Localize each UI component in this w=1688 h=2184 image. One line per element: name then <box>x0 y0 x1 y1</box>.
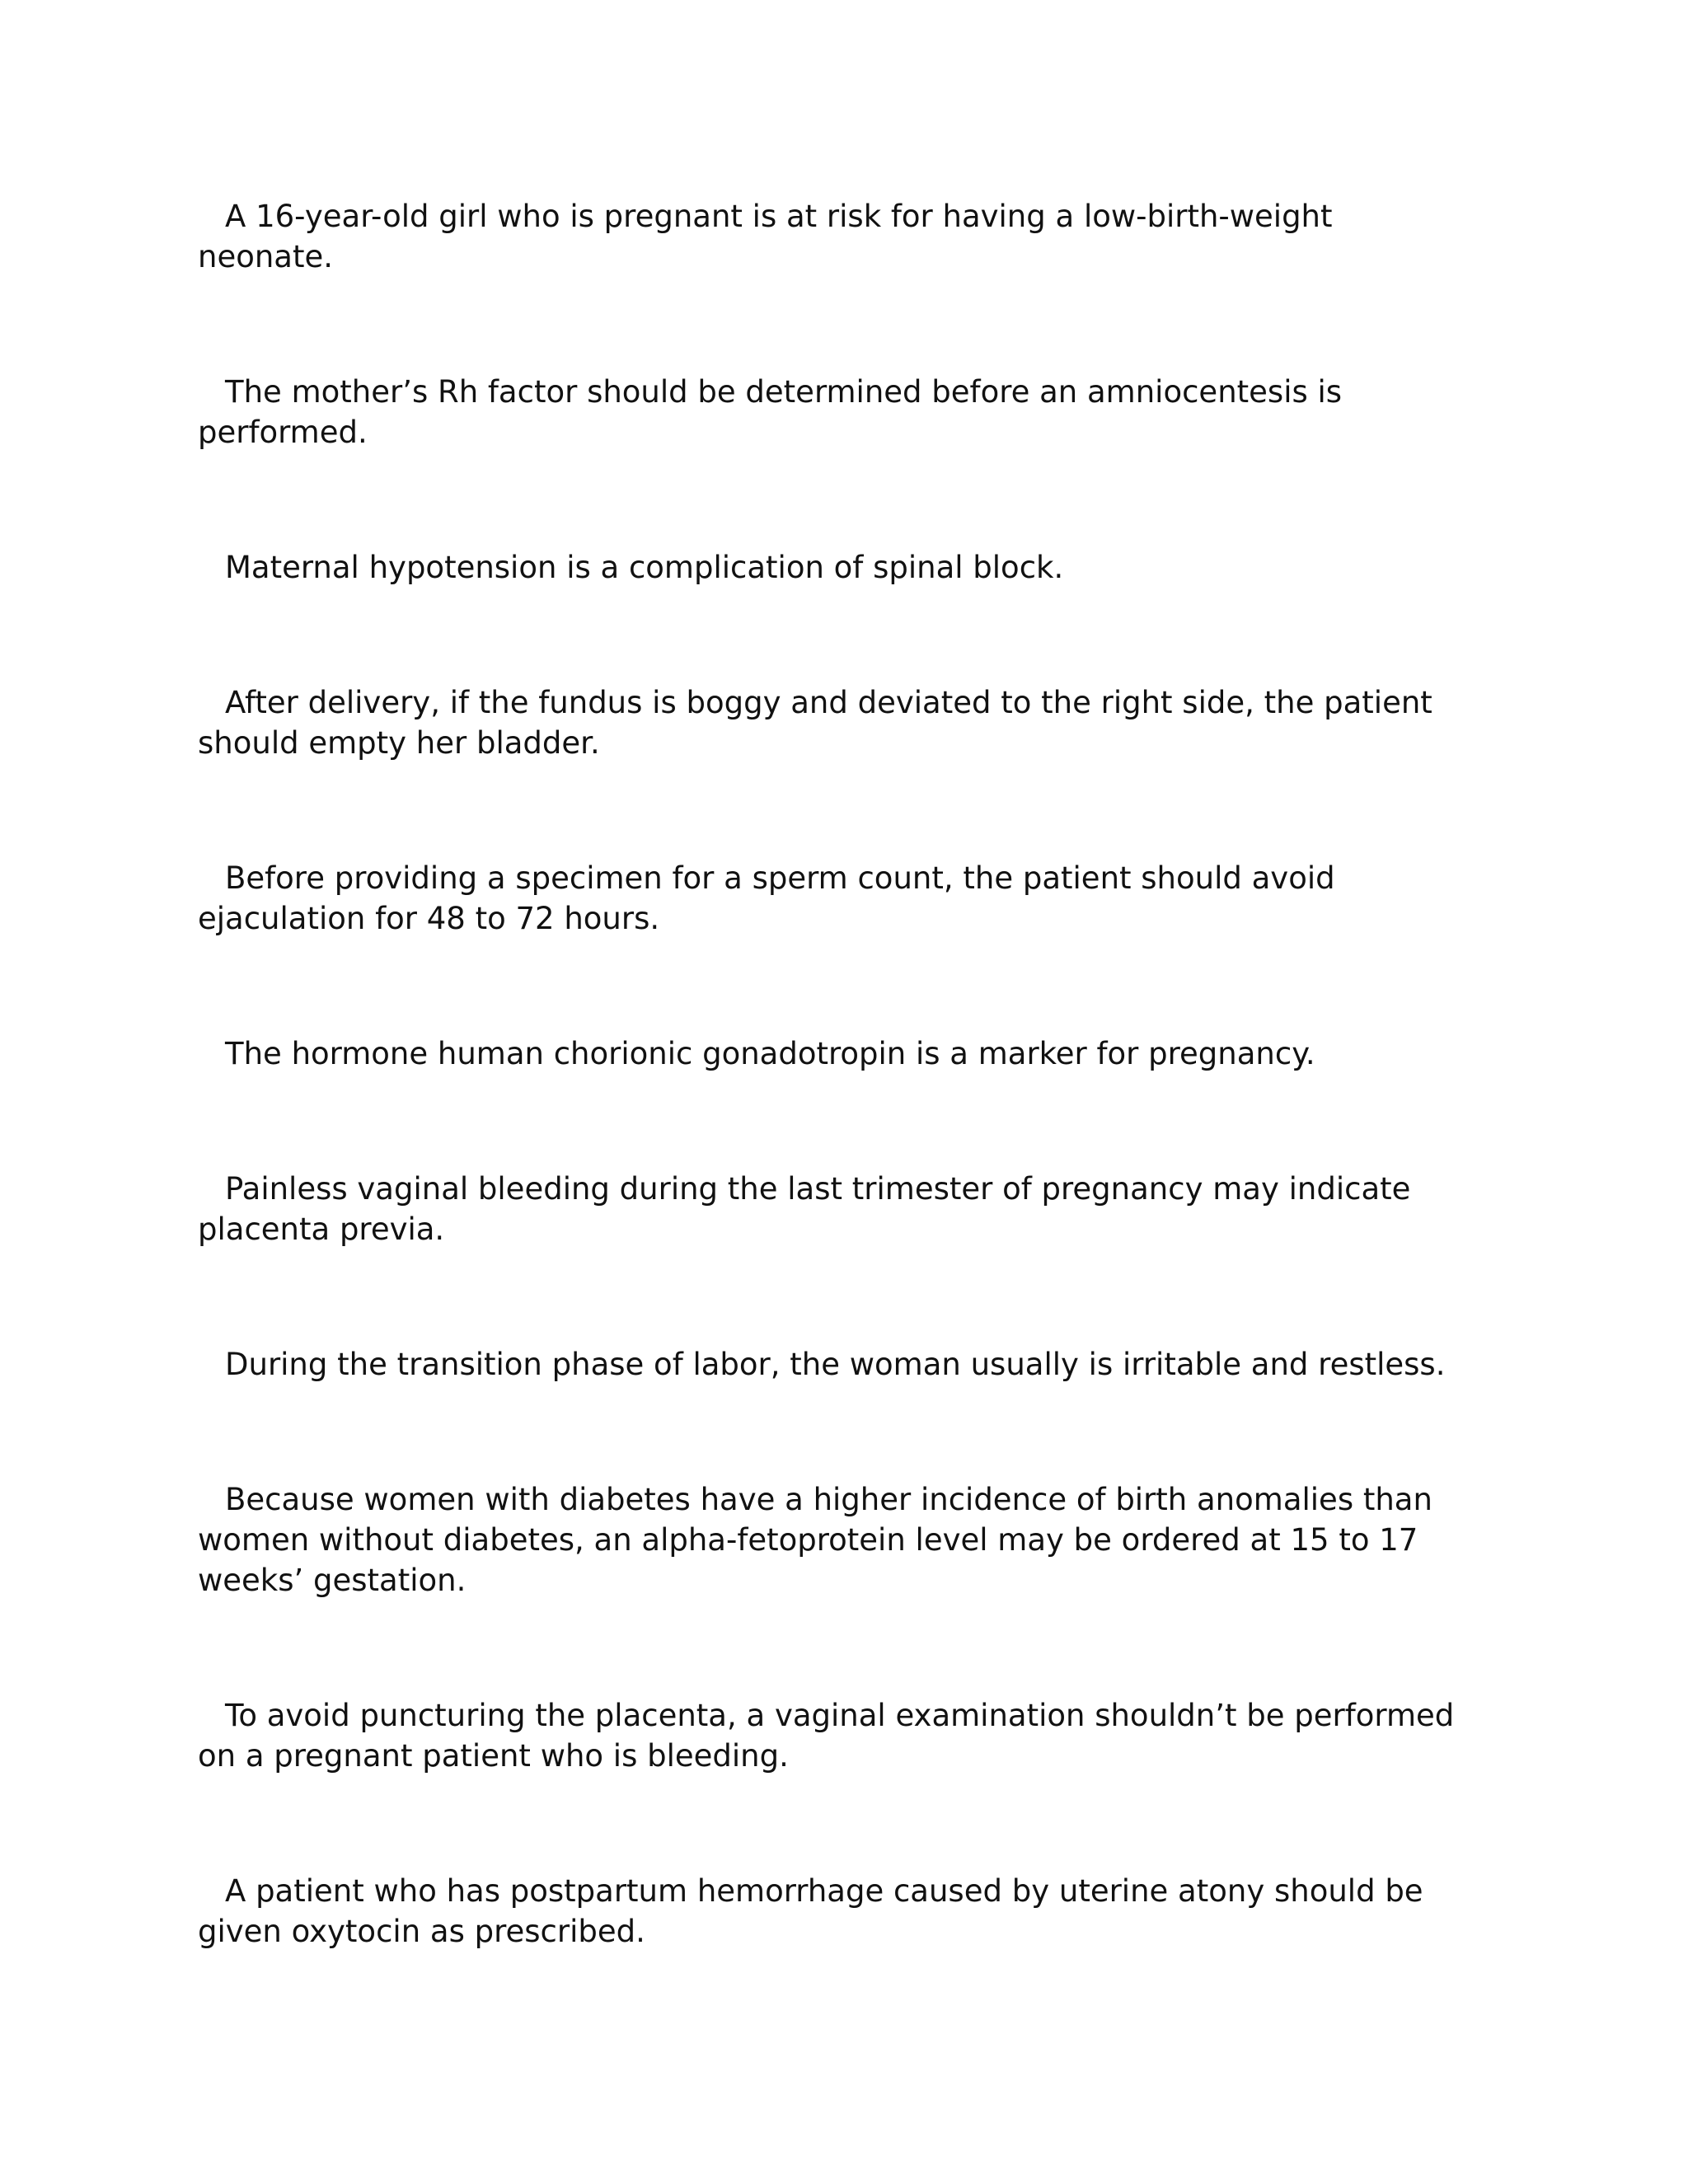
paragraph-2: The mother’s Rh factor should be determined before an amniocentesis is performed. <box>198 374 1343 450</box>
paragraph-11: A patient who has postpartum hemorrhage caused by uterine atony should be given oxytocin as prescribed. <box>198 1873 1423 1949</box>
paragraph-10: To avoid puncturing the placenta, a vaginal examination shouldn’t be performed on a pregnant patient who is bleeding. <box>198 1698 1455 1774</box>
paragraph-9: Because women with diabetes have a higher incidence of birth anomalies than women without diabetes, an alpha-fetoprotein level may be ordered at 15 to 17 weeks’ gestation. <box>198 1482 1432 1598</box>
paragraph-6: The hormone human chorionic gonadotropin is a marker for pregnancy. <box>225 1036 1315 1071</box>
paragraph-3: Maternal hypotension is a complication of spinal block. <box>225 550 1064 585</box>
paragraph-7: Painless vaginal bleeding during the last trimester of pregnancy may indicate placenta previa. <box>198 1171 1411 1247</box>
paragraph-8: During the transition phase of labor, the woman usually is irritable and restless. <box>225 1347 1446 1382</box>
paragraph-5: Before providing a specimen for a sperm count, the patient should avoid ejaculation for 48 to 72 hours. <box>198 860 1335 936</box>
paragraph-4: After delivery, if the fundus is boggy and deviated to the right side, the patient should empty her bladder. <box>198 685 1432 761</box>
paragraph-1: A 16-year-old girl who is pregnant is at risk for having a low-birth-weight neonate. <box>198 199 1333 274</box>
